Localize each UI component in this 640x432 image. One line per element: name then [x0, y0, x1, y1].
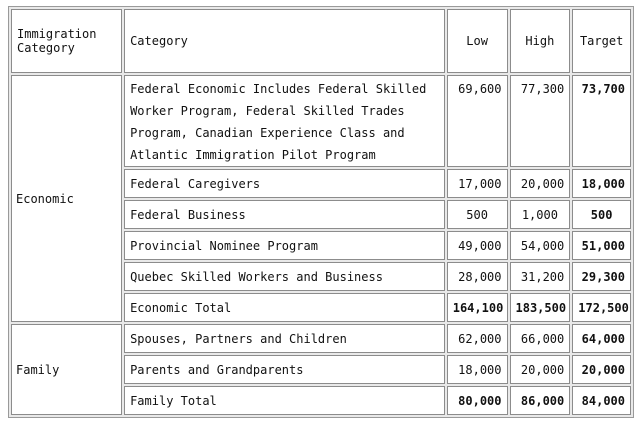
row-low: 62,000 — [447, 324, 508, 353]
header-low: Low — [447, 9, 508, 73]
immigration-levels-table — [8, 6, 634, 418]
header-immigration-category: Immigration Category — [11, 9, 122, 73]
row-category: Spouses, Partners and Children — [124, 324, 445, 353]
row-low: 17,000 — [447, 169, 508, 198]
table-row — [11, 75, 631, 167]
row-low: 69,600 — [447, 75, 508, 167]
row-low: 28,000 — [447, 262, 508, 291]
row-low: 164,100 — [447, 293, 508, 322]
row-target: 20,000 — [572, 355, 631, 384]
row-category: Federal Economic Includes Federal Skilled Worker Program, Federal Skilled Trades Program, Canadian Experience Class and Atlantic Immigration Pilot Program — [124, 75, 445, 167]
row-category: Quebec Skilled Workers and Business — [124, 262, 445, 291]
row-target: 84,000 — [572, 386, 631, 415]
table-row — [11, 324, 631, 353]
header-high: High — [510, 9, 571, 73]
row-low: 49,000 — [447, 231, 508, 260]
row-low: 80,000 — [447, 386, 508, 415]
row-high: 183,500 — [510, 293, 571, 322]
row-high: 1,000 — [510, 200, 571, 229]
row-target: 29,300 — [572, 262, 631, 291]
row-target: 18,000 — [572, 169, 631, 198]
header-target: Target — [572, 9, 631, 73]
row-low: 500 — [447, 200, 508, 229]
row-category: Federal Business — [124, 200, 445, 229]
header-row — [11, 9, 631, 73]
row-category: Federal Caregivers — [124, 169, 445, 198]
row-category: Parents and Grandparents — [124, 355, 445, 384]
row-target: 172,500 — [572, 293, 631, 322]
immigration-table-container — [8, 6, 634, 418]
row-high: 20,000 — [510, 355, 571, 384]
header-category: Category — [124, 9, 445, 73]
row-high: 54,000 — [510, 231, 571, 260]
row-target: 500 — [572, 200, 631, 229]
row-target: 51,000 — [572, 231, 631, 260]
row-high: 20,000 — [510, 169, 571, 198]
row-category: Economic Total — [124, 293, 445, 322]
row-high: 66,000 — [510, 324, 571, 353]
row-target: 73,700 — [572, 75, 631, 167]
group-label-economic: Economic — [11, 75, 122, 322]
row-low: 18,000 — [447, 355, 508, 384]
row-high: 77,300 — [510, 75, 571, 167]
row-target: 64,000 — [572, 324, 631, 353]
row-category: Family Total — [124, 386, 445, 415]
group-label-family: Family — [11, 324, 122, 415]
row-category: Provincial Nominee Program — [124, 231, 445, 260]
row-high: 86,000 — [510, 386, 571, 415]
row-high: 31,200 — [510, 262, 571, 291]
